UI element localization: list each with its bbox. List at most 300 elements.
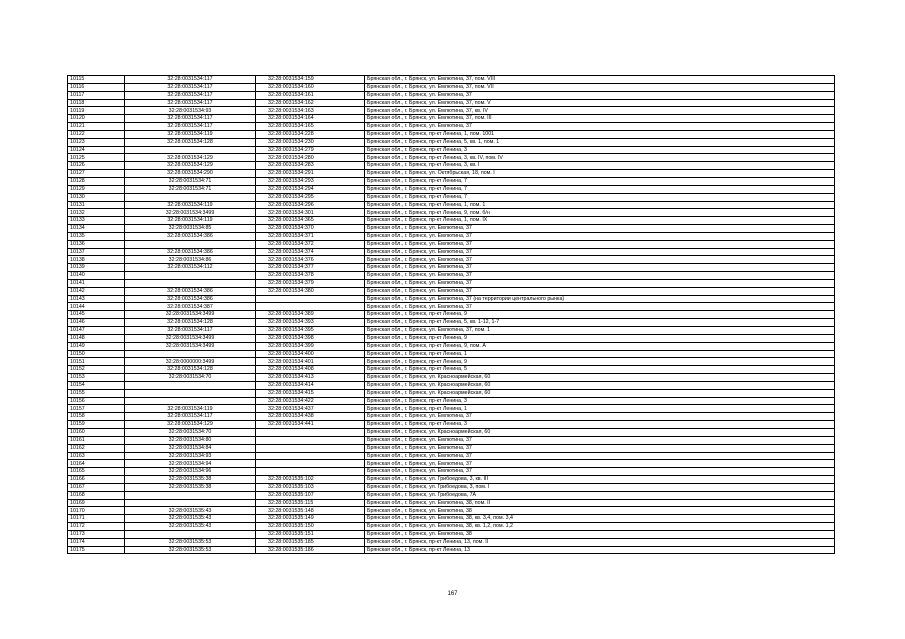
object-number-cell: 32:28:0031534:408 [256,366,365,374]
parcel-number-cell: 32:28:0031534:3499 [125,342,256,350]
parcel-number-cell: 32:28:0031534:386 [125,248,256,256]
table-row [68,334,835,342]
row-number-cell: 10133 [68,217,125,225]
address-cell: Брянская обл., г. Брянск, ул. Емлютина, 38, пом. II [365,499,835,507]
row-number-cell: 10157 [68,405,125,413]
table-row [68,107,835,115]
table-row [68,99,835,107]
row-number-cell: 10155 [68,389,125,397]
page-number: 167 [447,591,458,597]
address-cell: Брянская обл., г. Брянск, ул. Емлютина, 37 [365,436,835,444]
table-row [68,366,835,374]
table-row [68,311,835,319]
table-row [68,83,835,91]
parcel-number-cell: 32:28:0031534:386 [125,232,256,240]
parcel-number-cell: 32:28:0031534:70 [125,374,256,382]
parcel-number-cell: 32:28:0031534:129 [125,154,256,162]
object-number-cell: 32:28:0031534:372 [256,240,365,248]
address-cell: Брянская обл., г. Брянск, ул. Емлютина, 37 [365,123,835,131]
address-cell: Брянская обл., г. Брянск, пр-кт Ленина, 13 [365,546,835,554]
row-number-cell: 10115 [68,76,125,84]
parcel-number-cell: 32:28:0031534:129 [125,162,256,170]
object-number-cell: 32:28:0031535:151 [256,530,365,538]
address-cell: Брянская обл., г. Брянск, пр-кт Ленина, 1, пом. 1001 [365,130,835,138]
table-row [68,264,835,272]
table-row [68,287,835,295]
row-number-cell: 10128 [68,177,125,185]
parcel-number-cell: 32:28:0031534:128 [125,319,256,327]
table-row [68,436,835,444]
row-number-cell: 10142 [68,287,125,295]
object-number-cell: 32:28:0031535:186 [256,546,365,554]
row-number-cell: 10164 [68,460,125,468]
parcel-number-cell [125,350,256,358]
parcel-number-cell: 32:28:0031534:117 [125,76,256,84]
row-number-cell: 10160 [68,428,125,436]
table-row [68,162,835,170]
object-number-cell: 32:28:0031534:399 [256,342,365,350]
parcel-number-cell: 32:28:0031534:128 [125,366,256,374]
address-cell: Брянская обл., г. Брянск, ул. Емлютина, 37, пом. 1 [365,327,835,335]
parcel-number-cell: 32:28:0031534:3499 [125,334,256,342]
row-number-cell: 10141 [68,279,125,287]
parcel-number-cell: 32:28:0031535:53 [125,546,256,554]
table-row [68,374,835,382]
row-number-cell: 10129 [68,185,125,193]
table-row [68,303,835,311]
object-number-cell: 32:28:0031534:415 [256,389,365,397]
table-row [68,177,835,185]
object-number-cell: 32:28:0031534:230 [256,138,365,146]
table-row [68,240,835,248]
object-number-cell: 32:28:0031534:414 [256,381,365,389]
row-number-cell: 10138 [68,256,125,264]
object-number-cell: 32:28:0031534:374 [256,248,365,256]
address-cell: Брянская обл., г. Брянск, пр-кт Ленина, 3 [365,421,835,429]
row-number-cell: 10140 [68,272,125,280]
object-number-cell: 32:28:0031534:159 [256,76,365,84]
address-cell: Брянская обл., г. Брянск, пр-кт Ленина, 1, пом. 1 [365,201,835,209]
object-number-cell [256,436,365,444]
row-number-cell: 10174 [68,538,125,546]
parcel-number-cell: 32:28:0031534:119 [125,405,256,413]
object-number-cell [256,444,365,452]
address-cell: Брянская обл., г. Брянск, пр-кт Ленина, 9 [365,311,835,319]
object-number-cell: 32:28:0031535:103 [256,483,365,491]
object-number-cell: 32:28:0031534:377 [256,264,365,272]
table-row [68,327,835,335]
address-cell: Брянская обл., г. Брянск, пр-кт Ленина, 1 [365,405,835,413]
parcel-number-cell: 32:28:0031534:386 [125,287,256,295]
object-number-cell: 32:28:0031534:393 [256,319,365,327]
table-row [68,272,835,280]
row-number-cell: 10171 [68,515,125,523]
parcel-number-cell: 32:28:0031534:3499 [125,209,256,217]
address-cell: Брянская обл., г. Брянск, пр-кт Ленина, 9 [365,358,835,366]
row-number-cell: 10124 [68,146,125,154]
table-row [68,279,835,287]
parcel-number-cell: 32:28:0031534:290 [125,170,256,178]
table-row [68,476,835,484]
object-number-cell [256,460,365,468]
table-row [68,319,835,327]
address-cell: Брянская обл., г. Брянск, пр-кт Ленина, 7 [365,193,835,201]
row-number-cell: 10163 [68,452,125,460]
parcel-number-cell: 32:28:0031534:128 [125,138,256,146]
object-number-cell: 32:28:0031535:102 [256,476,365,484]
table-row [68,538,835,546]
parcel-number-cell: 32:28:0031534:112 [125,264,256,272]
object-number-cell: 32:28:0031534:370 [256,225,365,233]
object-number-cell: 32:28:0031535:107 [256,491,365,499]
table-row [68,248,835,256]
address-cell: Брянская обл., г. Брянск, ул. Емлютина, 38, кв. 3,4, пом. 3,4 [365,515,835,523]
table-row [68,491,835,499]
address-cell: Брянская обл., г. Брянск, пр-кт Ленина, 5, кв. 1-12, 1-7 [365,319,835,327]
table-row [68,428,835,436]
object-number-cell: 32:28:0031534:283 [256,162,365,170]
object-number-cell: 32:28:0031534:422 [256,397,365,405]
object-number-cell: 32:28:0031534:163 [256,107,365,115]
table-row [68,154,835,162]
row-number-cell: 10153 [68,374,125,382]
row-number-cell: 10168 [68,491,125,499]
table-row [68,350,835,358]
row-number-cell: 10119 [68,107,125,115]
object-number-cell [256,303,365,311]
table-row [68,397,835,405]
object-number-cell: 32:28:0031534:438 [256,413,365,421]
address-cell: Брянская обл., г. Брянск, пр-кт Ленина, 9 [365,334,835,342]
address-cell: Брянская обл., г. Брянск, ул. Емлютина, 38 [365,507,835,515]
object-number-cell: 32:28:0031535:150 [256,523,365,531]
row-number-cell: 10161 [68,436,125,444]
table-row [68,421,835,429]
object-number-cell: 32:28:0031534:295 [256,193,365,201]
address-cell: Брянская обл., г. Брянск, пр-кт Ленина, 1 [365,350,835,358]
address-cell: Брянская обл., г. Брянск, ул. Грибоедова, 3, пом. I [365,483,835,491]
parcel-number-cell [125,146,256,154]
object-number-cell: 32:28:0031534:296 [256,201,365,209]
parcel-number-cell: 32:28:0031534:80 [125,436,256,444]
row-number-cell: 10152 [68,366,125,374]
row-number-cell: 10125 [68,154,125,162]
address-cell: Брянская обл., г. Брянск, ул. Емлютина, 37, пом. V [365,99,835,107]
parcel-number-cell: 32:28:0031535:38 [125,483,256,491]
parcel-number-cell: 32:28:0031534:117 [125,413,256,421]
parcel-number-cell [125,279,256,287]
parcel-number-cell: 32:28:0031534:85 [125,225,256,233]
object-number-cell: 32:28:0031534:371 [256,232,365,240]
table-row [68,217,835,225]
parcel-number-cell: 32:28:0031534:387 [125,303,256,311]
object-number-cell: 32:28:0031534:395 [256,327,365,335]
parcel-number-cell: 32:28:0031534:119 [125,201,256,209]
address-cell: Брянская обл., г. Брянск, пр-кт Ленина, 9, пом. А [365,342,835,350]
object-number-cell: 32:28:0031534:413 [256,374,365,382]
table-row [68,546,835,554]
table-row [68,130,835,138]
address-cell: Брянская обл., г. Брянск, ул. Емлютина, 37, пом. VII [365,83,835,91]
registry-table [67,75,835,554]
row-number-cell: 10172 [68,523,125,531]
parcel-number-cell: 32:28:0031534:3499 [125,311,256,319]
table-row [68,515,835,523]
object-number-cell: 32:28:0031534:160 [256,83,365,91]
object-number-cell: 32:28:0031535:185 [256,538,365,546]
row-number-cell: 10159 [68,421,125,429]
row-number-cell: 10116 [68,83,125,91]
address-cell: Брянская обл., г. Брянск, ул. Емлютина, 37 [365,248,835,256]
address-cell: Брянская обл., г. Брянск, ул. Емлютина, 37 [365,240,835,248]
address-cell: Брянская обл., г. Брянск, ул. Грибоедова, 7А [365,491,835,499]
object-number-cell [256,468,365,476]
address-cell: Брянская обл., г. Брянск, ул. Емлютина, 37 [365,279,835,287]
address-cell: Брянская обл., г. Брянск, ул. Емлютина, 37 [365,232,835,240]
address-cell: Брянская обл., г. Брянск, ул. Емлютина, 37 [365,272,835,280]
table-row [68,483,835,491]
parcel-number-cell: 32:28:0031534:117 [125,83,256,91]
parcel-number-cell: 32:28:0031534:71 [125,185,256,193]
address-cell: Брянская обл., г. Брянск, пр-кт Ленина, 3, кв. I [365,162,835,170]
parcel-number-cell [125,240,256,248]
table-row [68,256,835,264]
table-row [68,499,835,507]
row-number-cell: 10150 [68,350,125,358]
table-row [68,201,835,209]
address-cell: Брянская обл., г. Брянск, ул. Красноармейская, 60 [365,374,835,382]
address-cell: Брянская обл., г. Брянск, ул. Красноармейская, 60 [365,428,835,436]
row-number-cell: 10158 [68,413,125,421]
address-cell: Брянская обл., г. Брянск, ул. Емлютина, 37 [365,460,835,468]
row-number-cell: 10143 [68,295,125,303]
table-row [68,232,835,240]
parcel-number-cell: 32:28:0031534:117 [125,91,256,99]
object-number-cell: 32:28:0031534:164 [256,115,365,123]
table-row [68,530,835,538]
row-number-cell: 10175 [68,546,125,554]
row-number-cell: 10166 [68,476,125,484]
address-cell: Брянская обл., г. Брянск, ул. Емлютина, 37 [365,303,835,311]
object-number-cell: 32:28:0031534:389 [256,311,365,319]
object-number-cell: 32:28:0031534:379 [256,279,365,287]
object-number-cell: 32:28:0031534:400 [256,350,365,358]
address-cell: Брянская обл., г. Брянск, пр-кт Ленина, 9, пом. б/н [365,209,835,217]
table-row [68,123,835,131]
row-number-cell: 10120 [68,115,125,123]
object-number-cell: 32:28:0031534:437 [256,405,365,413]
row-number-cell: 10131 [68,201,125,209]
parcel-number-cell: 32:28:0000000:3499 [125,358,256,366]
table-row [68,342,835,350]
parcel-number-cell: 32:28:0031534:386 [125,295,256,303]
row-number-cell: 10118 [68,99,125,107]
table-row [68,185,835,193]
row-number-cell: 10162 [68,444,125,452]
object-number-cell: 32:28:0031534:294 [256,185,365,193]
parcel-number-cell [125,530,256,538]
row-number-cell: 10147 [68,327,125,335]
object-number-cell: 32:28:0031534:376 [256,256,365,264]
table-row [68,209,835,217]
row-number-cell: 10121 [68,123,125,131]
parcel-number-cell: 32:28:0031535:53 [125,538,256,546]
object-number-cell: 32:28:0031534:401 [256,358,365,366]
row-number-cell: 10122 [68,130,125,138]
parcel-number-cell: 32:28:0031535:38 [125,476,256,484]
address-cell: Брянская обл., г. Брянск, ул. Емлютина, 37 (на территории центрального рынка) [365,295,835,303]
object-number-cell: 32:28:0031534:441 [256,421,365,429]
row-number-cell: 10165 [68,468,125,476]
row-number-cell: 10148 [68,334,125,342]
table-row [68,91,835,99]
address-cell: Брянская обл., г. Брянск, ул. Емлютина, 37 [365,468,835,476]
address-cell: Брянская обл., г. Брянск, пр-кт Ленина, 5 [365,366,835,374]
parcel-number-cell [125,193,256,201]
table-row [68,76,835,84]
row-number-cell: 10173 [68,530,125,538]
address-cell: Брянская обл., г. Брянск, ул. Емлютина, 37 [365,287,835,295]
address-cell: Брянская обл., г. Брянск, пр-кт Ленина, 3 [365,397,835,405]
object-number-cell: 32:28:0031535:148 [256,507,365,515]
parcel-number-cell: 32:28:0031535:43 [125,515,256,523]
parcel-number-cell: 32:28:0031535:43 [125,523,256,531]
parcel-number-cell: 32:28:0031534:129 [125,421,256,429]
table-row [68,444,835,452]
address-cell: Брянская обл., г. Брянск, ул. Емлютина, 37 [365,444,835,452]
row-number-cell: 10134 [68,225,125,233]
parcel-number-cell: 32:28:0031534:84 [125,444,256,452]
row-number-cell: 10135 [68,232,125,240]
address-cell: Брянская обл., г. Брянск, пр-кт Ленина, 3 [365,146,835,154]
object-number-cell: 32:28:0031535:149 [256,515,365,523]
row-number-cell: 10149 [68,342,125,350]
table-row [68,468,835,476]
table-row [68,358,835,366]
parcel-number-cell: 32:28:0031534:117 [125,115,256,123]
address-cell: Брянская обл., г. Брянск, пр-кт Ленина, 7 [365,177,835,185]
registry-table-body [68,76,835,554]
row-number-cell: 10130 [68,193,125,201]
address-cell: Брянская обл., г. Брянск, ул. Красноармейская, 60 [365,389,835,397]
table-row [68,138,835,146]
table-row [68,460,835,468]
row-number-cell: 10132 [68,209,125,217]
table-row [68,225,835,233]
address-cell: Брянская обл., г. Брянск, ул. Емлютина, 37, кв. IV [365,107,835,115]
address-cell: Брянская обл., г. Брянск, пр-кт Ленина, 3, кв. IV, пом. IV [365,154,835,162]
object-number-cell: 32:28:0031534:293 [256,177,365,185]
table-row [68,405,835,413]
object-number-cell: 32:28:0031534:301 [256,209,365,217]
row-number-cell: 10144 [68,303,125,311]
parcel-number-cell: 32:28:0031534:86 [125,256,256,264]
parcel-number-cell [125,381,256,389]
address-cell: Брянская обл., г. Брянск, ул. Красноармейская, 60 [365,381,835,389]
row-number-cell: 10136 [68,240,125,248]
object-number-cell: 32:28:0031534:162 [256,99,365,107]
object-number-cell [256,295,365,303]
row-number-cell: 10154 [68,381,125,389]
row-number-cell: 10117 [68,91,125,99]
address-cell: Брянская обл., г. Брянск, ул. Емлютина, 37, пом. VIII [365,76,835,84]
object-number-cell: 32:28:0031534:398 [256,334,365,342]
row-number-cell: 10156 [68,397,125,405]
address-cell: Брянская обл., г. Брянск, ул. Емлютина, 37 [365,225,835,233]
table-row [68,295,835,303]
address-cell: Брянская обл., г. Брянск, ул. Емлютина, 37 [365,452,835,460]
row-number-cell: 10170 [68,507,125,515]
row-number-cell: 10127 [68,170,125,178]
row-number-cell: 10145 [68,311,125,319]
parcel-number-cell [125,499,256,507]
object-number-cell: 32:28:0031534:380 [256,287,365,295]
address-cell: Брянская обл., г. Брянск, ул. Емлютина, 37 [365,413,835,421]
table-row [68,523,835,531]
address-cell: Брянская обл., г. Брянск, ул. Емлютина, 37 [365,91,835,99]
parcel-number-cell [125,389,256,397]
address-cell: Брянская обл., г. Брянск, ул. Емлютина, 37 [365,264,835,272]
table-row [68,170,835,178]
object-number-cell: 32:28:0031534:161 [256,91,365,99]
object-number-cell [256,428,365,436]
address-cell: Брянская обл., г. Брянск, ул. Емлютина, 37, пом. III [365,115,835,123]
parcel-number-cell: 32:28:0031534:117 [125,327,256,335]
row-number-cell: 10146 [68,319,125,327]
row-number-cell: 10126 [68,162,125,170]
address-cell: Брянская обл., г. Брянск, ул. Емлютина, 37 [365,256,835,264]
object-number-cell: 32:28:0031535:115 [256,499,365,507]
object-number-cell: 32:28:0031534:280 [256,154,365,162]
table-row [68,193,835,201]
address-cell: Брянская обл., г. Брянск, ул. Грибоедова, 3, кв. III [365,476,835,484]
parcel-number-cell: 32:28:0031534:93 [125,107,256,115]
address-cell: Брянская обл., г. Брянск, пр-кт Ленина, 1, пом. IX [365,217,835,225]
table-row [68,381,835,389]
address-cell: Брянская обл., г. Брянск, пр-кт Ленина, 7 [365,185,835,193]
table-row [68,452,835,460]
parcel-number-cell: 32:28:0031534:119 [125,217,256,225]
parcel-number-cell: 32:28:0031534:119 [125,130,256,138]
row-number-cell: 10167 [68,483,125,491]
object-number-cell: 32:28:0031534:165 [256,123,365,131]
object-number-cell: 32:28:0031534:228 [256,130,365,138]
parcel-number-cell: 32:28:0031534:117 [125,123,256,131]
parcel-number-cell: 32:28:0031534:117 [125,99,256,107]
parcel-number-cell [125,272,256,280]
object-number-cell: 32:28:0031534:378 [256,272,365,280]
parcel-number-cell: 32:28:0031534:93 [125,452,256,460]
table-row [68,146,835,154]
object-number-cell: 32:28:0031534:279 [256,146,365,154]
row-number-cell: 10123 [68,138,125,146]
parcel-number-cell [125,397,256,405]
row-number-cell: 10169 [68,499,125,507]
table-row [68,389,835,397]
table-row [68,413,835,421]
table-row [68,115,835,123]
object-number-cell: 32:28:0031534:291 [256,170,365,178]
address-cell: Брянская обл., г. Брянск, ул. Емлютина, 38 [365,530,835,538]
parcel-number-cell: 32:28:0031534:70 [125,428,256,436]
table-row [68,507,835,515]
parcel-number-cell: 32:28:0031534:96 [125,468,256,476]
object-number-cell: 32:28:0031534:365 [256,217,365,225]
address-cell: Брянская обл., г. Брянск, ул. Емлютина, 38, кв. 1,2, пом. 1,2 [365,523,835,531]
row-number-cell: 10151 [68,358,125,366]
parcel-number-cell: 32:28:0031534:71 [125,177,256,185]
parcel-number-cell [125,491,256,499]
